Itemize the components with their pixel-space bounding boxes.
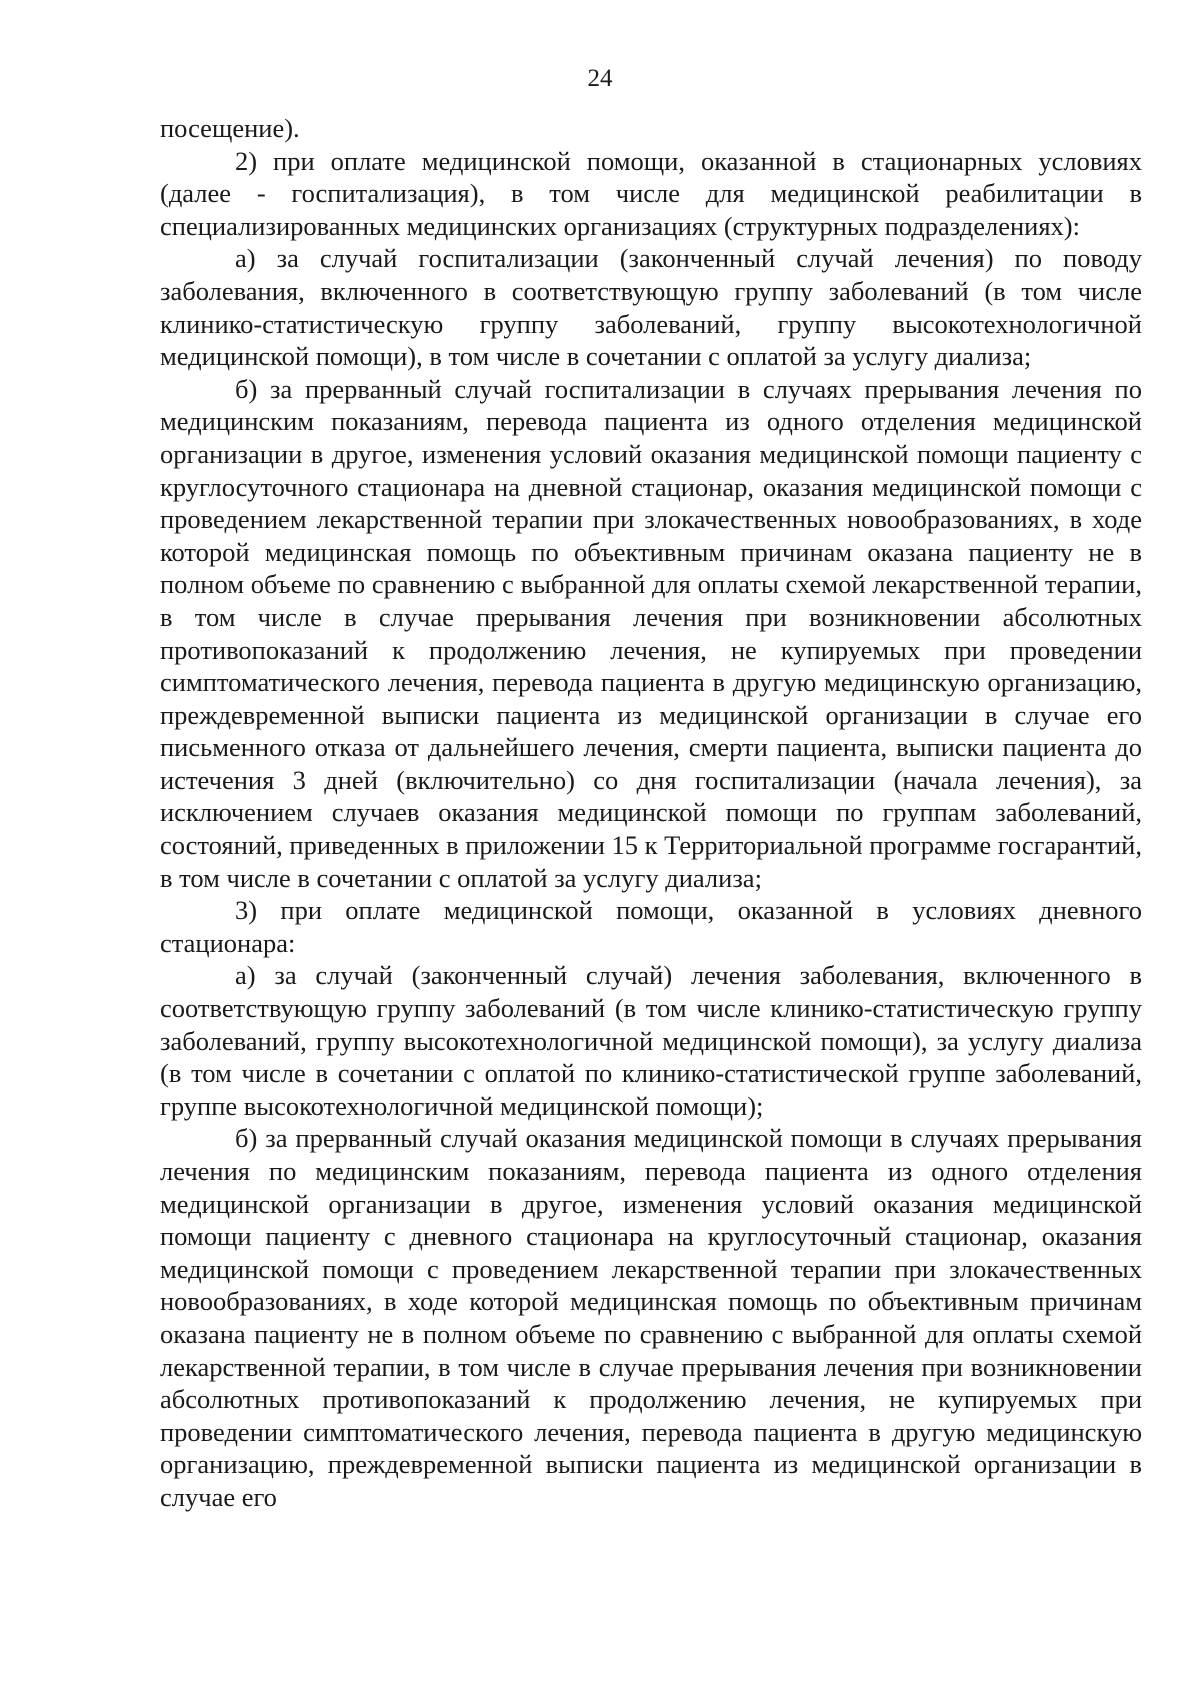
- paragraph-item-2a: а) за случай госпитализации (законченный случай лечения) по поводу заболевания, включенного в соответствующую группу заболеваний (в том числе клинико-статистическую группу заболеваний, группу высокотехнологичной медицинской помощи), в том числе в сочетании с оплатой за услугу диализа;: [160, 243, 1142, 372]
- paragraph-item-2b: б) за прерванный случай госпитализации в случаях прерывания лечения по медицинским показаниям, перевода пациента из одного отделения медицинской организации в другое, изменения условий оказания медицинской помощи пациенту с круглосуточного стационара на дневной стационар, оказания медицинской помощи с проведением лекарственной терапии при злокачественных новообразованиях, в ходе которой медицинская помощь по объективным причинам оказана пациенту не в полном объеме по сравнению с выбранной для оплаты схемой лекарственной терапии, в том числе в случае прерывания лечения при возникновении абсолютных противопоказаний к продолжению лечения, не купируемых при проведении симптоматического лечения, перевода пациента в другую медицинскую организацию, преждевременной выписки пациента из медицинской организации в случае его письменного отказа от дальнейшего лечения, смерти пациента, выписки пациента до истечения 3 дней (включительно) со дня госпитализации (начала лечения), за исключением случаев оказания медицинской помощи по группам заболеваний, состояний, приведенных в приложении 15 к Территориальной программе госгарантий, в том числе в сочетании с оплатой за услугу диализа;: [160, 373, 1142, 893]
- page-number: 24: [587, 65, 613, 92]
- paragraph-item-3: 3) при оплате медицинской помощи, оказанной в условиях дневного стационара:: [160, 895, 1142, 958]
- document-body: [160, 112, 1142, 1514]
- paragraph-item-3b: б) за прерванный случай оказания медицинской помощи в случаях прерывания лечения по медицинским показаниям, перевода пациента из одного отделения медицинской организации в другое, изменения условий оказания медицинской помощи пациенту с дневного стационара на круглосуточный стационар, оказания медицинской помощи с проведением лекарственной терапии при злокачественных новообразованиях, в ходе которой медицинская помощь по объективным причинам оказана пациенту не в полном объеме по сравнению с выбранной для оплаты схемой лекарственной терапии, в том числе в случае прерывания лечения при возникновении абсолютных противопоказаний к продолжению лечения, не купируемых при проведении симптоматического лечения, перевода пациента в другую медицинскую организацию, преждевременной выписки пациента из медицинской организации в случае его: [160, 1123, 1142, 1512]
- paragraph-item-3a: а) за случай (законченный случай) лечения заболевания, включенного в соответствующую группу заболеваний (в том числе клинико-статистическую группу заболеваний, группу высокотехнологичной медицинской помощи), за услугу диализа (в том числе в сочетании с оплатой по клинико-статистической группе заболеваний, группе высокотехнологичной медицинской помощи);: [160, 960, 1142, 1121]
- paragraph-continuation: посещение).: [160, 113, 300, 143]
- paragraph-item-2: 2) при оплате медицинской помощи, оказанной в стационарных условиях (далее - госпитализация), в том числе для медицинской реабилитации в специализированных медицинских организациях (структурных подразделениях):: [160, 145, 1142, 241]
